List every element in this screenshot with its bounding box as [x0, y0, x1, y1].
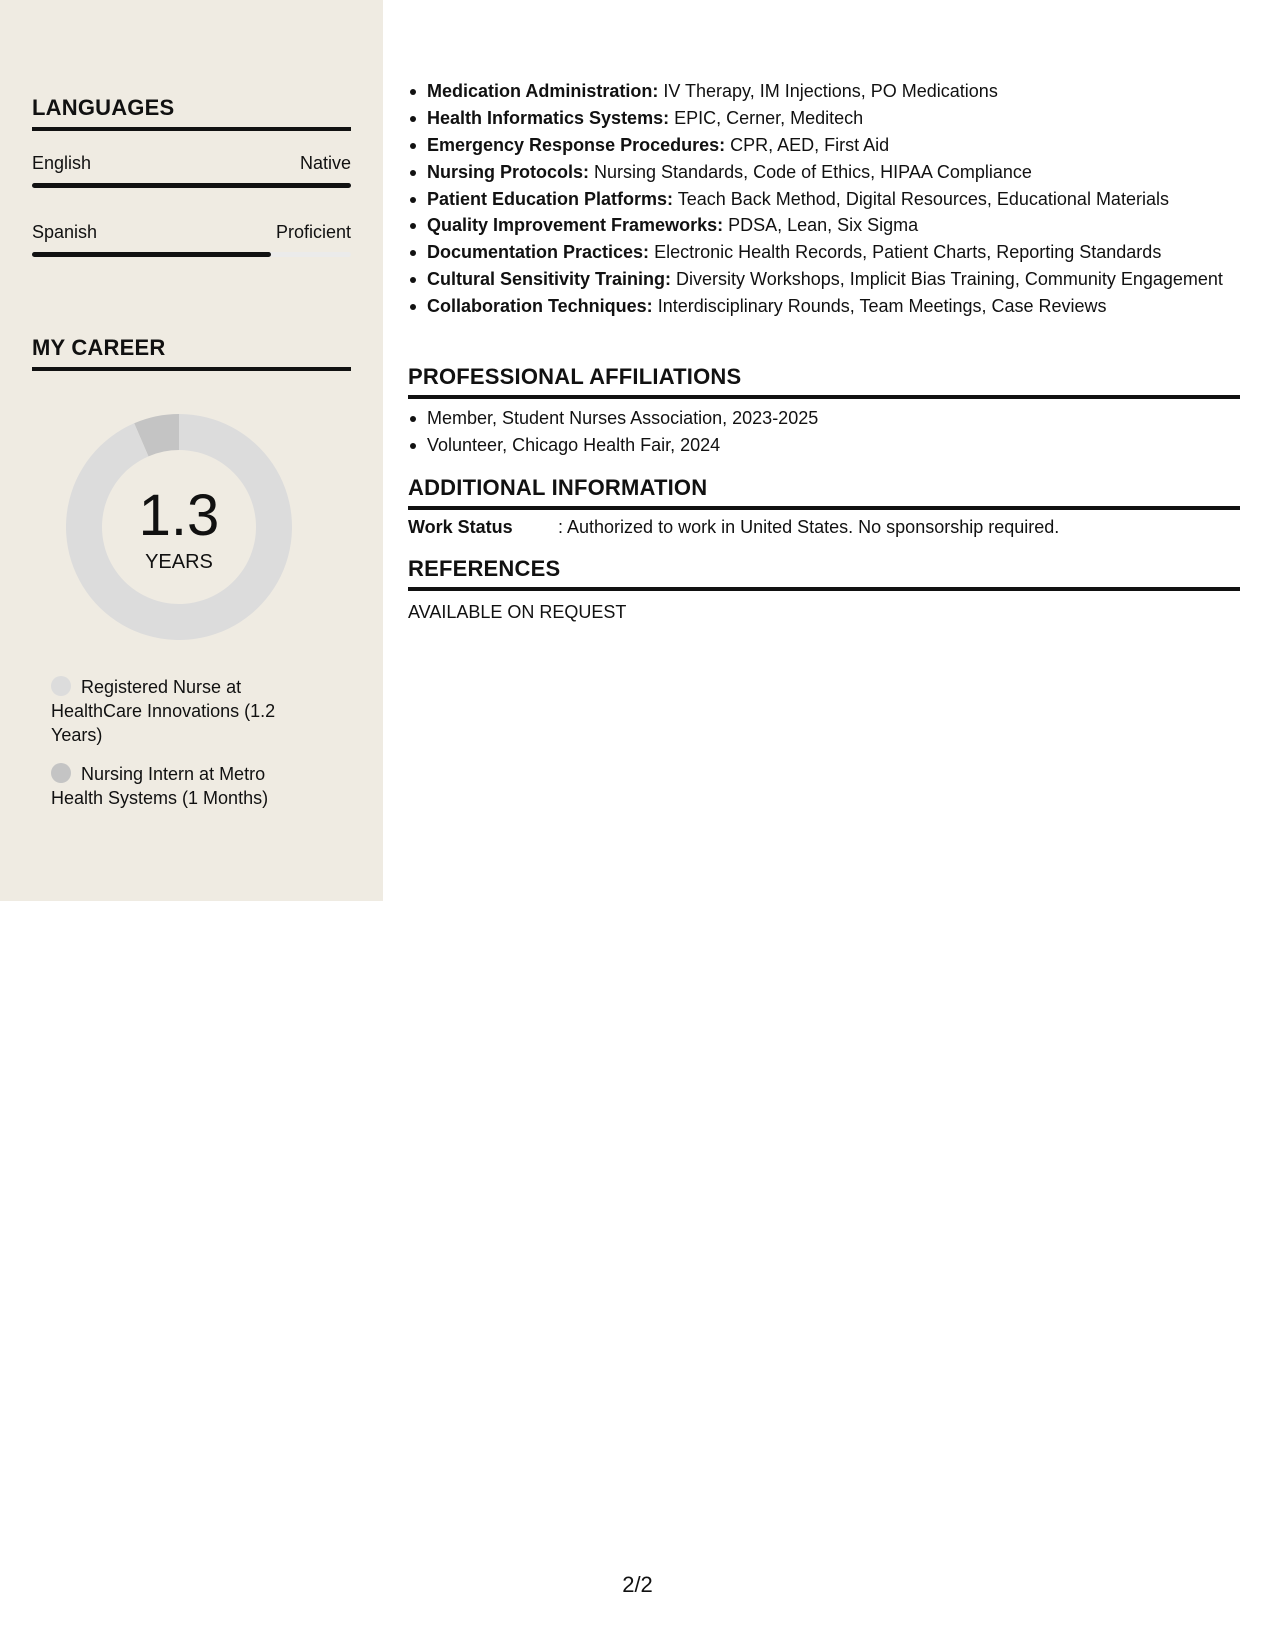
- skill-item: [427, 213, 1259, 238]
- skill-item: [427, 267, 1259, 292]
- references-text: AVAILABLE ON REQUEST: [408, 602, 627, 622]
- skill-item: [427, 187, 1259, 212]
- legend-label: Nursing Intern at Metro Health Systems (1 Months): [51, 764, 269, 808]
- language-bar-spanish: [32, 252, 351, 257]
- additional-info-heading: ADDITIONAL INFORMATION: [408, 475, 1240, 510]
- skill-item: [427, 79, 1259, 104]
- affiliations-list: [408, 406, 1259, 460]
- language-level: Native: [299, 153, 351, 173]
- page-number: 2/2: [622, 1572, 653, 1597]
- career-heading: MY CAREER: [32, 335, 351, 371]
- sidebar: [0, 0, 383, 901]
- affiliations-heading: PROFESSIONAL AFFILIATIONS: [408, 364, 1240, 399]
- skill-text: CPR, AED, First Aid: [725, 134, 890, 155]
- language-row-spanish: [32, 221, 351, 243]
- skill-text: EPIC, Cerner, Meditech: [669, 107, 864, 128]
- skill-text: PDSA, Lean, Six Sigma: [723, 215, 919, 236]
- skill-item: [427, 133, 1259, 158]
- skill-text: Nursing Standards, Code of Ethics, HIPAA Compliance: [589, 161, 1032, 182]
- skill-title: Collaboration Techniques:: [427, 296, 653, 317]
- skill-text: Diversity Workshops, Implicit Bias Training, Community Engagement: [671, 269, 1223, 290]
- skill-item: [427, 106, 1259, 131]
- career-donut-chart: [66, 414, 292, 640]
- language-name: Spanish: [32, 222, 98, 242]
- skill-title: Documentation Practices:: [427, 242, 650, 263]
- skill-title: Health Informatics Systems:: [427, 107, 670, 128]
- skill-title: Nursing Protocols:: [427, 161, 590, 182]
- language-bar-fill: [32, 252, 271, 257]
- skill-text: Interdisciplinary Rounds, Team Meetings, Case Reviews: [652, 296, 1107, 317]
- list-item: Member, Student Nurses Association, 2023-2025: [427, 406, 1259, 431]
- skill-title: Patient Education Platforms:: [427, 188, 674, 209]
- language-bar-english: [32, 183, 351, 188]
- career-legend-item: [51, 762, 311, 810]
- legend-label: Registered Nurse at HealthCare Innovations (1.2 Years): [51, 677, 276, 745]
- skills-list: [408, 79, 1259, 321]
- skill-item: [427, 294, 1259, 319]
- legend-dot: [51, 763, 71, 783]
- references-heading: REFERENCES: [408, 556, 1240, 591]
- language-bar-fill: [32, 183, 351, 188]
- career-total-unit: YEARS: [145, 551, 213, 573]
- work-status-label: Work Status: [408, 517, 513, 537]
- career-legend-item: [51, 675, 311, 747]
- skill-title: Quality Improvement Frameworks:: [427, 215, 724, 236]
- legend-dot: [51, 676, 71, 696]
- skill-item: [427, 240, 1259, 265]
- work-status-value: : Authorized to work in United States. No sponsorship required.: [558, 517, 1060, 537]
- list-item: Volunteer, Chicago Health Fair, 2024: [427, 433, 1259, 458]
- career-total-value: 1.3: [138, 483, 220, 548]
- skill-title: Medication Administration:: [427, 81, 659, 101]
- skill-text: Electronic Health Records, Patient Charts, Reporting Standards: [649, 242, 1162, 263]
- skill-item: [427, 160, 1259, 185]
- skill-title: Cultural Sensitivity Training:: [427, 269, 672, 290]
- skill-text: IV Therapy, IM Injections, PO Medications: [658, 81, 998, 101]
- skill-text: Teach Back Method, Digital Resources, Educational Materials: [673, 188, 1169, 209]
- language-name: English: [32, 153, 92, 173]
- languages-heading: LANGUAGES: [32, 95, 351, 131]
- language-level: Proficient: [275, 222, 351, 242]
- skill-title: Emergency Response Procedures:: [427, 134, 726, 155]
- language-row-english: [32, 152, 351, 174]
